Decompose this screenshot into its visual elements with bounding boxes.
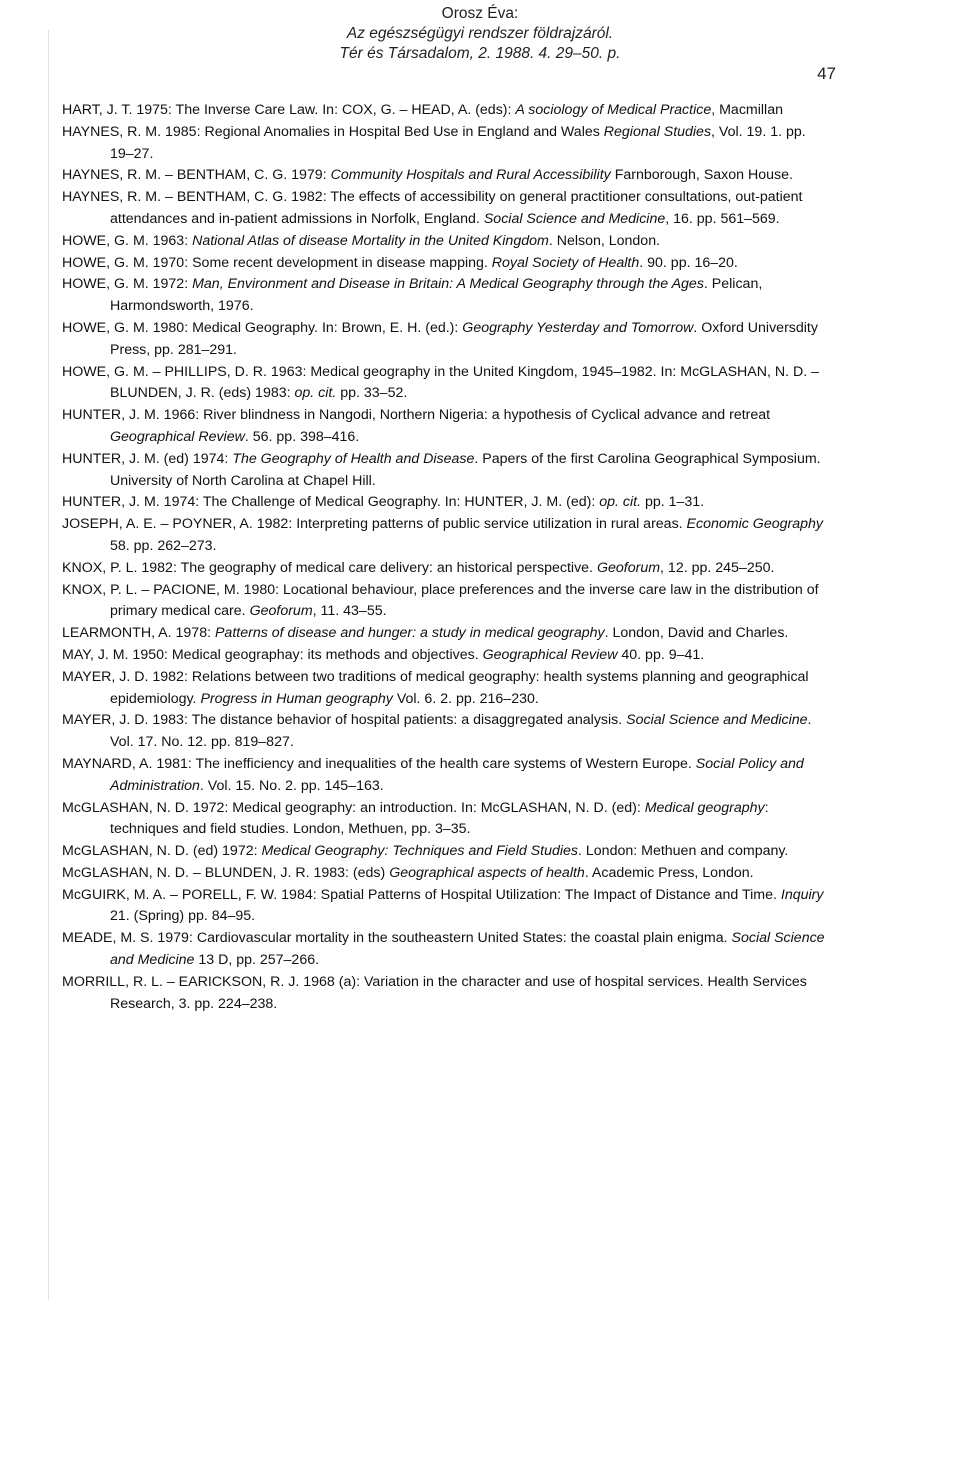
reference-text: HOWE, G. M. 1970: Some recent development in disease mapping. bbox=[62, 254, 492, 271]
reference-entry bbox=[62, 122, 832, 166]
reference-entry bbox=[62, 645, 832, 667]
reference-text: HAYNES, R. M. – BENTHAM, C. G. 1982: The effects of accessibility on general practitioner consultations, out-patient attendances and in-patient admissions in Norfolk, England. bbox=[62, 189, 803, 227]
reference-entry bbox=[62, 710, 832, 754]
reference-text: McGLASHAN, N. D. (ed) 1972: bbox=[62, 843, 262, 860]
reference-entry bbox=[62, 274, 832, 318]
header-title: Az egészségügyi rendszer földrajzáról. bbox=[346, 25, 614, 42]
reference-italic-title: Inquiry bbox=[780, 886, 824, 903]
reference-entry bbox=[62, 100, 832, 122]
scan-margin-line bbox=[48, 30, 49, 1300]
reference-text: . Vol. 17. No. 12. pp. 819–827. bbox=[110, 712, 812, 751]
reference-entry bbox=[62, 863, 832, 885]
reference-text: HOWE, G. M. 1980: Medical Geography. In: Brown, E. H. (ed.): bbox=[62, 319, 463, 336]
reference-entry bbox=[62, 623, 832, 645]
reference-entry bbox=[62, 580, 832, 624]
reference-text: HAYNES, R. M. 1985: Regional Anomalies in Hospital Bed Use in England and Wales bbox=[62, 123, 604, 140]
reference-italic-title: Social Science and Medicine bbox=[626, 712, 808, 729]
reference-italic-title: Geographical Review bbox=[482, 646, 618, 663]
reference-entry bbox=[62, 405, 832, 449]
reference-entry bbox=[62, 972, 832, 1016]
reference-italic-title: Social Policy and Administration bbox=[110, 755, 804, 794]
reference-text: HOWE, G. M. 1963: bbox=[62, 232, 193, 249]
reference-italic-title: Geographical aspects of health bbox=[389, 864, 585, 881]
reference-text: pp. 1–31. bbox=[641, 494, 705, 511]
reference-text: HUNTER, J. M. 1974: The Challenge of Medical Geography. In: HUNTER, J. M. (ed): bbox=[62, 494, 600, 511]
reference-text: . 90. pp. 16–20. bbox=[639, 254, 738, 271]
reference-entry bbox=[62, 514, 832, 558]
reference-italic-title: National Atlas of disease Mortality in the United Kingdom bbox=[192, 232, 549, 249]
reference-entry bbox=[62, 231, 832, 253]
reference-text: . Papers of the first Carolina Geographical Symposium. University of North Carolina at Chapel Hill. bbox=[110, 450, 821, 489]
reference-text: MAYER, J. D. 1982: Relations between two traditions of medical geography: health systems planning and geographical epidemiology. bbox=[62, 668, 809, 707]
reference-entry bbox=[62, 798, 832, 842]
reference-text: McGLASHAN, N. D. – BLUNDEN, J. R. 1983: (eds) bbox=[62, 864, 390, 881]
reference-text: . Nelson, London. bbox=[548, 232, 661, 249]
reference-italic-title: Community Hospitals and Rural Accessibility bbox=[330, 167, 611, 184]
reference-text: Farnborough, Saxon House. bbox=[610, 167, 793, 184]
reference-entry bbox=[62, 253, 832, 275]
reference-italic-title: Patterns of disease and hunger: a study in medical geography bbox=[214, 625, 605, 642]
reference-italic-title: Man, Environment and Disease in Britain: A Medical Geography through the Ages bbox=[192, 276, 704, 293]
reference-entry bbox=[62, 449, 832, 493]
reference-text: McGLASHAN, N. D. 1972: Medical geography: an introduction. In: McGLASHAN, N. D. (ed): bbox=[62, 799, 645, 816]
reference-text: . Academic Press, London. bbox=[584, 864, 754, 881]
reference-italic-title: Geoforum bbox=[596, 559, 661, 576]
reference-text: MAY, J. M. 1950: Medical geographay: its methods and objectives. bbox=[62, 646, 483, 663]
reference-text: , 16. pp. 561–569. bbox=[665, 210, 780, 227]
reference-text: 40. pp. 9–41. bbox=[617, 646, 705, 663]
reference-text: , 12. pp. 245–250. bbox=[660, 559, 775, 576]
reference-text: HOWE, G. M. 1972: bbox=[62, 276, 193, 293]
header-source: Tér és Társadalom, 2. 1988. 4. 29–50. p. bbox=[339, 45, 621, 62]
reference-text: KNOX, P. L. 1982: The geography of medical care delivery: an historical perspective. bbox=[62, 559, 597, 576]
reference-italic-title: Medical Geography: Techniques and Field Studies bbox=[261, 843, 579, 860]
page-number: 47 bbox=[817, 64, 836, 83]
reference-text: MAYNARD, A. 1981: The inefficiency and inequalities of the health care systems of Western Europe. bbox=[62, 755, 696, 772]
reference-entry bbox=[62, 362, 832, 406]
reference-text: . Pelican, Harmondsworth, 1976. bbox=[110, 276, 763, 315]
reference-text: McGUIRK, M. A. – PORELL, F. W. 1984: Spatial Patterns of Hospital Utilization: The Impact of Distance and Time. bbox=[62, 886, 781, 903]
reference-text: . Vol. 15. No. 2. pp. 145–163. bbox=[199, 777, 384, 794]
reference-text: MAYER, J. D. 1983: The distance behavior of hospital patients: a disaggregated analysis. bbox=[62, 712, 627, 729]
reference-italic-title: op. cit. bbox=[294, 385, 337, 402]
reference-text: 58. pp. 262–273. bbox=[110, 537, 217, 554]
reference-text: Vol. 6. 2. pp. 216–230. bbox=[392, 690, 539, 707]
reference-italic-title: Medical geography bbox=[644, 799, 765, 816]
reference-italic-title: Geography Yesterday and Tomorrow bbox=[462, 319, 694, 336]
header-author: Orosz Éva: bbox=[441, 5, 519, 22]
reference-entry bbox=[62, 885, 832, 929]
reference-text: MEADE, M. S. 1979: Cardiovascular mortality in the southeastern United States: the coastal plain enigma. bbox=[62, 930, 732, 947]
reference-text: pp. 33–52. bbox=[336, 385, 408, 402]
citation-header bbox=[0, 4, 960, 64]
reference-text: . 56. pp. 398–416. bbox=[244, 428, 360, 445]
reference-text: , Macmillan bbox=[711, 102, 783, 118]
reference-text: . London, David and Charles. bbox=[604, 625, 789, 642]
reference-italic-title: The Geography of Health and Disease bbox=[232, 450, 475, 467]
reference-text: HART, J. T. 1975: The Inverse Care Law. In: COX, G. – HEAD, A. (eds): bbox=[62, 102, 516, 118]
reference-italic-title: Social Science and Medicine bbox=[110, 930, 825, 969]
reference-entry bbox=[62, 492, 832, 514]
reference-text: : techniques and field studies. London, Methuen, pp. 3–35. bbox=[110, 799, 769, 838]
reference-text: 13 D, pp. 257–266. bbox=[194, 952, 320, 969]
reference-text: , 11. 43–55. bbox=[312, 603, 387, 620]
reference-text: MORRILL, R. L. – EARICKSON, R. J. 1968 (a): Variation in the character and use of hospital services. Health Services Research, 3. pp. 224–238. bbox=[62, 973, 807, 1012]
reference-text: HAYNES, R. M. – BENTHAM, C. G. 1979: bbox=[62, 167, 331, 184]
reference-text: LEARMONTH, A. 1978: bbox=[62, 625, 215, 642]
reference-list bbox=[62, 100, 832, 1015]
reference-entry bbox=[62, 558, 832, 580]
reference-italic-title: Social Science and Medicine bbox=[483, 210, 666, 227]
reference-entry bbox=[62, 187, 832, 231]
reference-italic-title: Royal Society of Health bbox=[491, 254, 640, 271]
reference-text: 21. (Spring) pp. 84–95. bbox=[110, 908, 256, 925]
reference-text: . London: Methuen and company. bbox=[578, 843, 789, 860]
reference-text: KNOX, P. L. – PACIONE, M. 1980: Locational behaviour, place preferences and the inverse care law in the distribution of primary medical care. bbox=[62, 581, 819, 620]
reference-entry bbox=[62, 928, 832, 972]
reference-italic-title: Geoforum bbox=[249, 603, 313, 620]
reference-italic-title: Geographical Review bbox=[110, 428, 245, 445]
reference-italic-title: A sociology of Medical Practice bbox=[515, 102, 712, 118]
reference-text: JOSEPH, A. E. – POYNER, A. 1982: Interpreting patterns of public service utilization in rural areas. bbox=[62, 516, 687, 533]
reference-italic-title: op. cit. bbox=[599, 494, 642, 511]
reference-text: . Oxford Universdity Press, pp. 281–291. bbox=[110, 319, 818, 358]
reference-italic-title: Progress in Human geography bbox=[200, 690, 393, 707]
reference-italic-title: Regional Studies bbox=[603, 123, 712, 140]
reference-text: HOWE, G. M. – PHILLIPS, D. R. 1963: Medical geography in the United Kingdom, 1945–1982. In: McGLASHAN, N. D. – BLUNDEN, J. R. (eds) 1983: bbox=[62, 363, 820, 402]
reference-entry bbox=[62, 318, 832, 362]
reference-text: HUNTER, J. M. 1966: River blindness in Nangodi, Northern Nigeria: a hypothesis of Cyclical advance and retreat bbox=[62, 407, 771, 424]
reference-entry bbox=[62, 754, 832, 798]
reference-entry bbox=[62, 165, 832, 187]
reference-italic-title: Economic Geography bbox=[686, 516, 823, 533]
reference-text: HUNTER, J. M. (ed) 1974: bbox=[62, 450, 233, 467]
reference-entry bbox=[62, 667, 832, 711]
reference-entry bbox=[62, 841, 832, 863]
reference-text: , Vol. 19. 1. pp. 19–27. bbox=[110, 123, 806, 162]
